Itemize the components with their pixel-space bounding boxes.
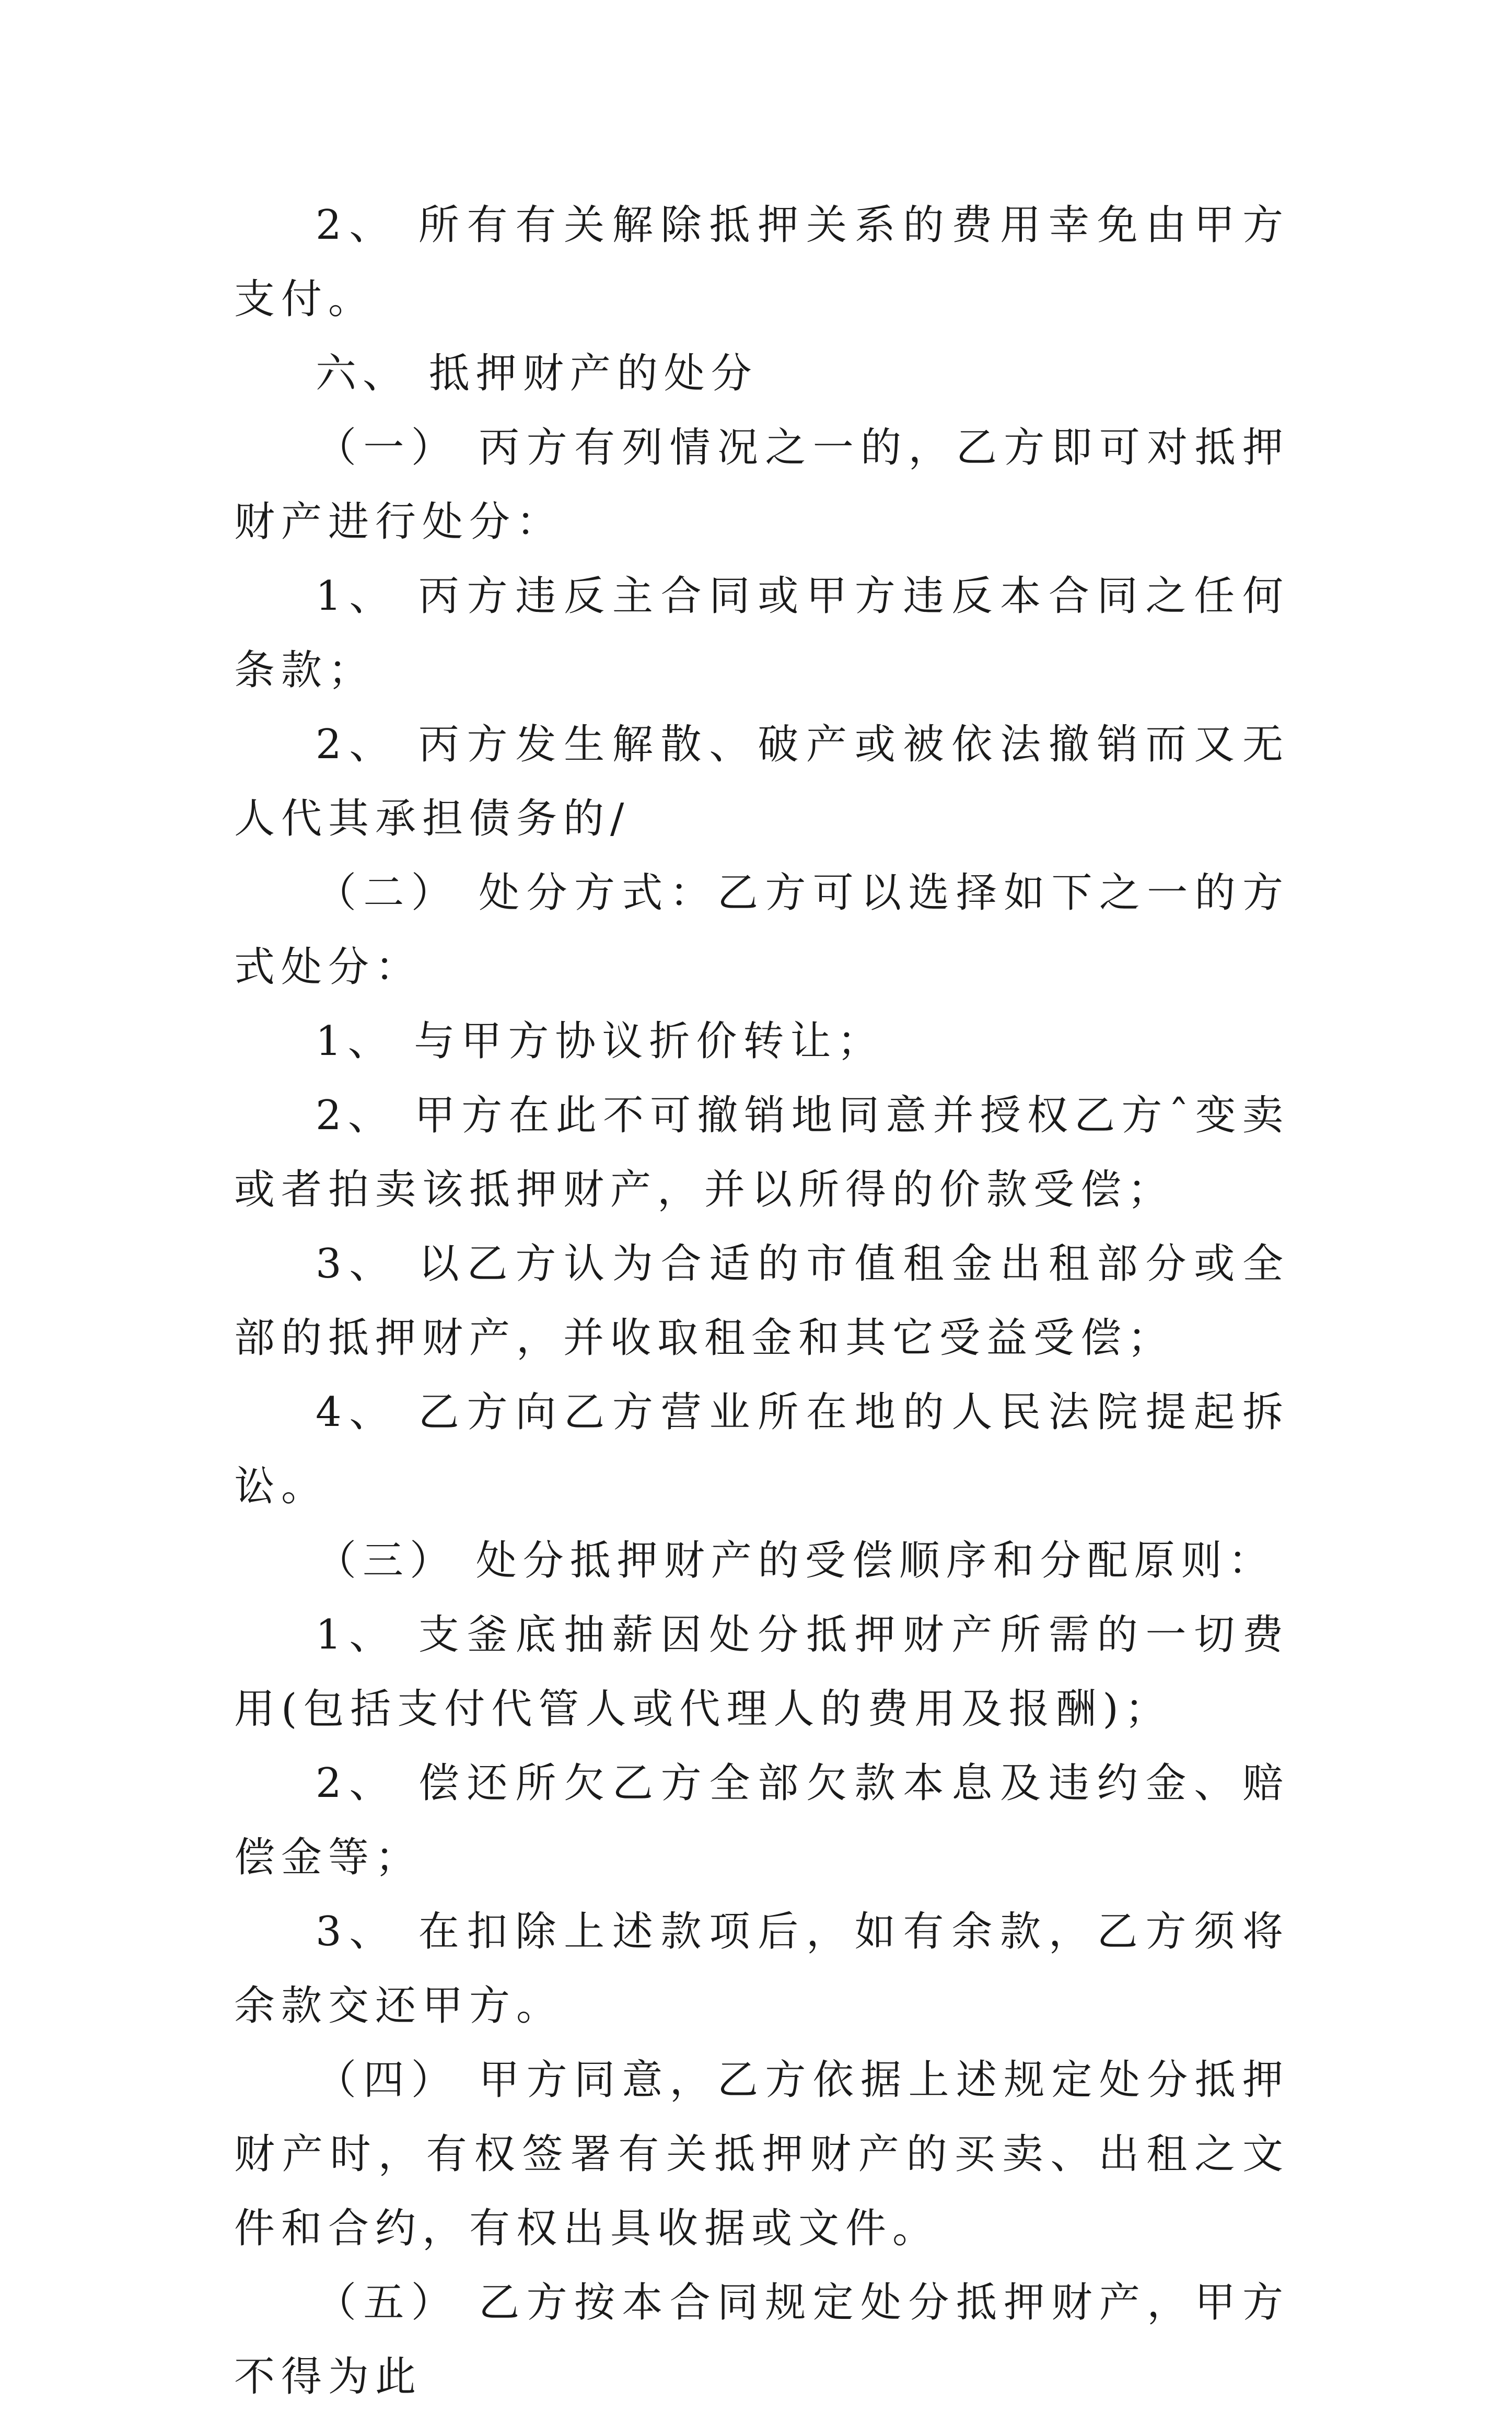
document-body [234, 188, 1289, 2414]
paragraph: （二） 处分方式：乙方可以选择如下之一的方式处分： [234, 869, 1289, 991]
paragraph: （四） 甲方同意，乙方依据上述规定处分抵押财产时，有权签署有关抵押财产的买卖、出租之文件和合约，有权出具收据或文件。 [234, 2057, 1289, 2252]
paragraph: 1、 支釜底抽薪因处分抵押财产所需的一切费用(包括支付代管人或代理人的费用及报酬)； [234, 1611, 1289, 1733]
paragraph: 3、 在扣除上述款项后，如有余款，乙方须将余款交还甲方。 [234, 1908, 1289, 2029]
paragraph: 2、 甲方在此不可撤销地同意并授权乙方ˆ变卖或者拍卖该抵押财产，并以所得的价款受偿； [234, 1092, 1289, 1213]
paragraph: 1、 与甲方协议折价转让； [316, 1018, 885, 1065]
paragraph: 4、 乙方向乙方营业所在地的人民法院提起拆讼。 [234, 1389, 1289, 1510]
paragraph: 2、 偿还所欠乙方全部欠款本息及违约金、赔偿金等； [234, 1760, 1289, 1881]
paragraph: （一） 丙方有列情况之一的，乙方即可对抵押财产进行处分： [234, 424, 1289, 546]
paragraph: （三） 处分抵押财产的受偿顺序和分配原则： [316, 1537, 1275, 1584]
paragraph: （五） 乙方按本合同规定处分抵押财产，甲方不得为此 [234, 2279, 1289, 2400]
section-heading: 六、 抵押财产的处分 [316, 350, 758, 397]
paragraph: 2、 所有有关解除抵押关系的费用幸免由甲方支付。 [234, 202, 1289, 323]
paragraph: 2、 丙方发生解散、破产或被依法撤销而又无人代其承担债务的/ [234, 721, 1289, 842]
paragraph: 1、 丙方违反主合同或甲方违反本合同之任何条款； [234, 573, 1289, 694]
paragraph: 3、 以乙方认为合适的市值租金出租部分或全部的抵押财产，并收取租金和其它受益受偿； [234, 1240, 1289, 1362]
